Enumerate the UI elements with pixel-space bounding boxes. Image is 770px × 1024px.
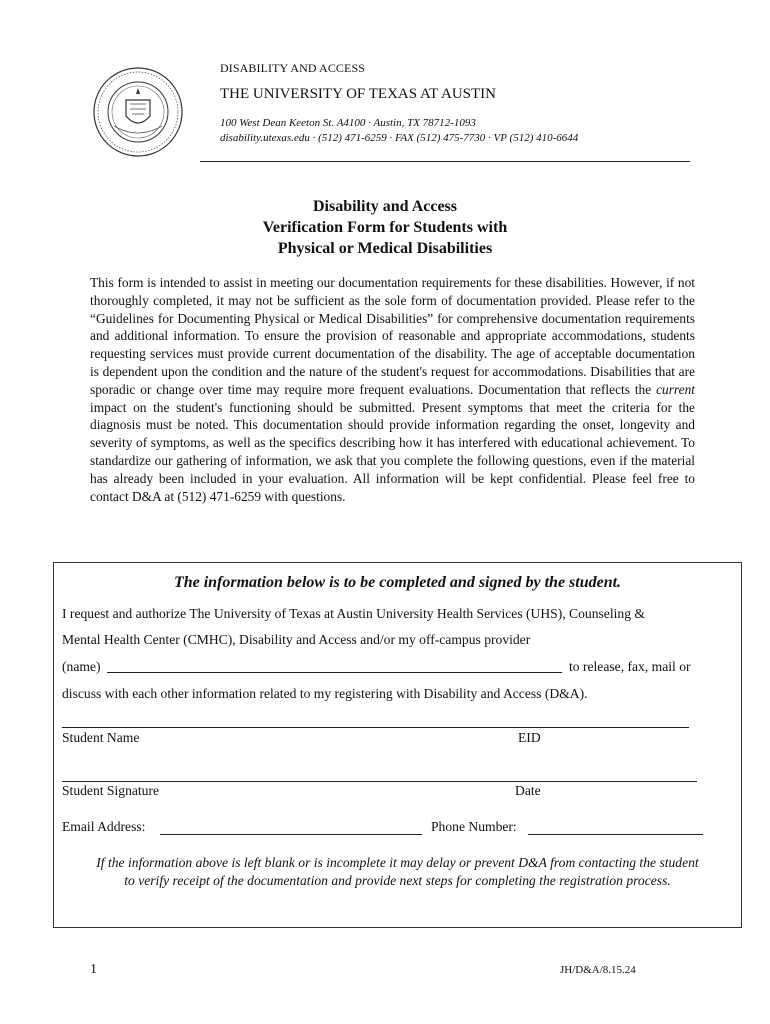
date-label: Date <box>515 783 541 798</box>
student-signature-date-field[interactable] <box>62 781 697 782</box>
title-line-1: Disability and Access <box>312 198 457 215</box>
intro-paragraph <box>90 274 695 505</box>
provider-name-label: (name) <box>62 659 101 674</box>
intro-text-a: This form is intended to assist in meeting our documentation requirements for these disabilities. However, if not thoroughly completed, it may not be sufficient as the sole form of documentation provided. Please refer to the “Guidelines for Documenting Physical or Medical Disabilities” for comprehensive documentation requirements and additional information. To ensure the provision of reasonable and appropriate accommodations, students requesting services must provide current documentation of the disability. The age of acceptable documentation is dependent upon the condition and the nature of the student's request for accommodations. Disabilities that are sporadic or change over time may require more frequent evaluations. Documentation that reflects the <box>90 275 695 397</box>
student-section-heading: The information below is to be completed and signed by the student. <box>173 574 622 591</box>
eid-label: EID <box>518 730 541 745</box>
contact-line: disability.utexas.edu · (512) 471-6259 · FAX (512) 475-7730 · VP (512) 410-6644 <box>220 132 579 144</box>
university-seal-icon <box>92 66 184 158</box>
form-title <box>0 196 770 259</box>
provider-name-field[interactable] <box>107 672 562 673</box>
street-address: 100 West Dean Keeton St. A4100 · Austin, TX 78712-1093 <box>220 117 476 129</box>
student-name-label: Student Name <box>62 730 140 745</box>
university-name: THE UNIVERSITY OF TEXAS AT AUSTIN <box>220 86 496 102</box>
email-field[interactable] <box>160 834 422 835</box>
document-code: JH/D&A/8.15.24 <box>560 964 636 976</box>
phone-field[interactable] <box>528 834 703 835</box>
intro-text-b: impact on the student's functioning should be submitted. Present symptoms that meet the criteria for the diagnosis must be noted. This documentation should provide information regarding the onset, longevity and severity of symptoms, as well as the specifics describing how it has interfered with educational achievement. To standardize our gathering of information, we ask that you complete the following questions, even if the material has already been included in your evaluation. All information will be kept confidential. Please feel free to contact D&A at (512) 471-6259 with questions. <box>90 399 695 504</box>
student-signature-label: Student Signature <box>62 783 160 798</box>
note-line-1: If the information above is left blank or is incomplete it may delay or prevent D&A from contacting the student <box>96 855 699 870</box>
title-line-2: Verification Form for Students with <box>262 219 508 236</box>
student-name-eid-field[interactable] <box>62 727 689 728</box>
note-line-2: to verify receipt of the documentation and provide next steps for completing the registration process. <box>124 873 671 888</box>
intro-italic-word: current <box>656 381 695 397</box>
page-number: 1 <box>90 962 97 977</box>
email-label: Email Address: <box>62 819 146 834</box>
authorization-line-2: Mental Health Center (CMHC), Disability and Access and/or my off-campus provider <box>62 632 531 647</box>
release-text: to release, fax, mail or <box>569 659 691 674</box>
address-block <box>220 116 578 146</box>
title-line-3: Physical or Medical Disabilities <box>277 240 493 257</box>
authorization-line-4: discuss with each other information related to my registering with Disability and Access (D&A). <box>62 686 588 701</box>
phone-label: Phone Number: <box>431 819 517 834</box>
header-divider <box>200 161 690 162</box>
incomplete-info-note <box>53 854 742 890</box>
authorization-line-1: I request and authorize The University of Texas at Austin University Health Services (UHS), Counseling & <box>62 606 645 621</box>
department-name: DISABILITY AND ACCESS <box>220 61 366 75</box>
